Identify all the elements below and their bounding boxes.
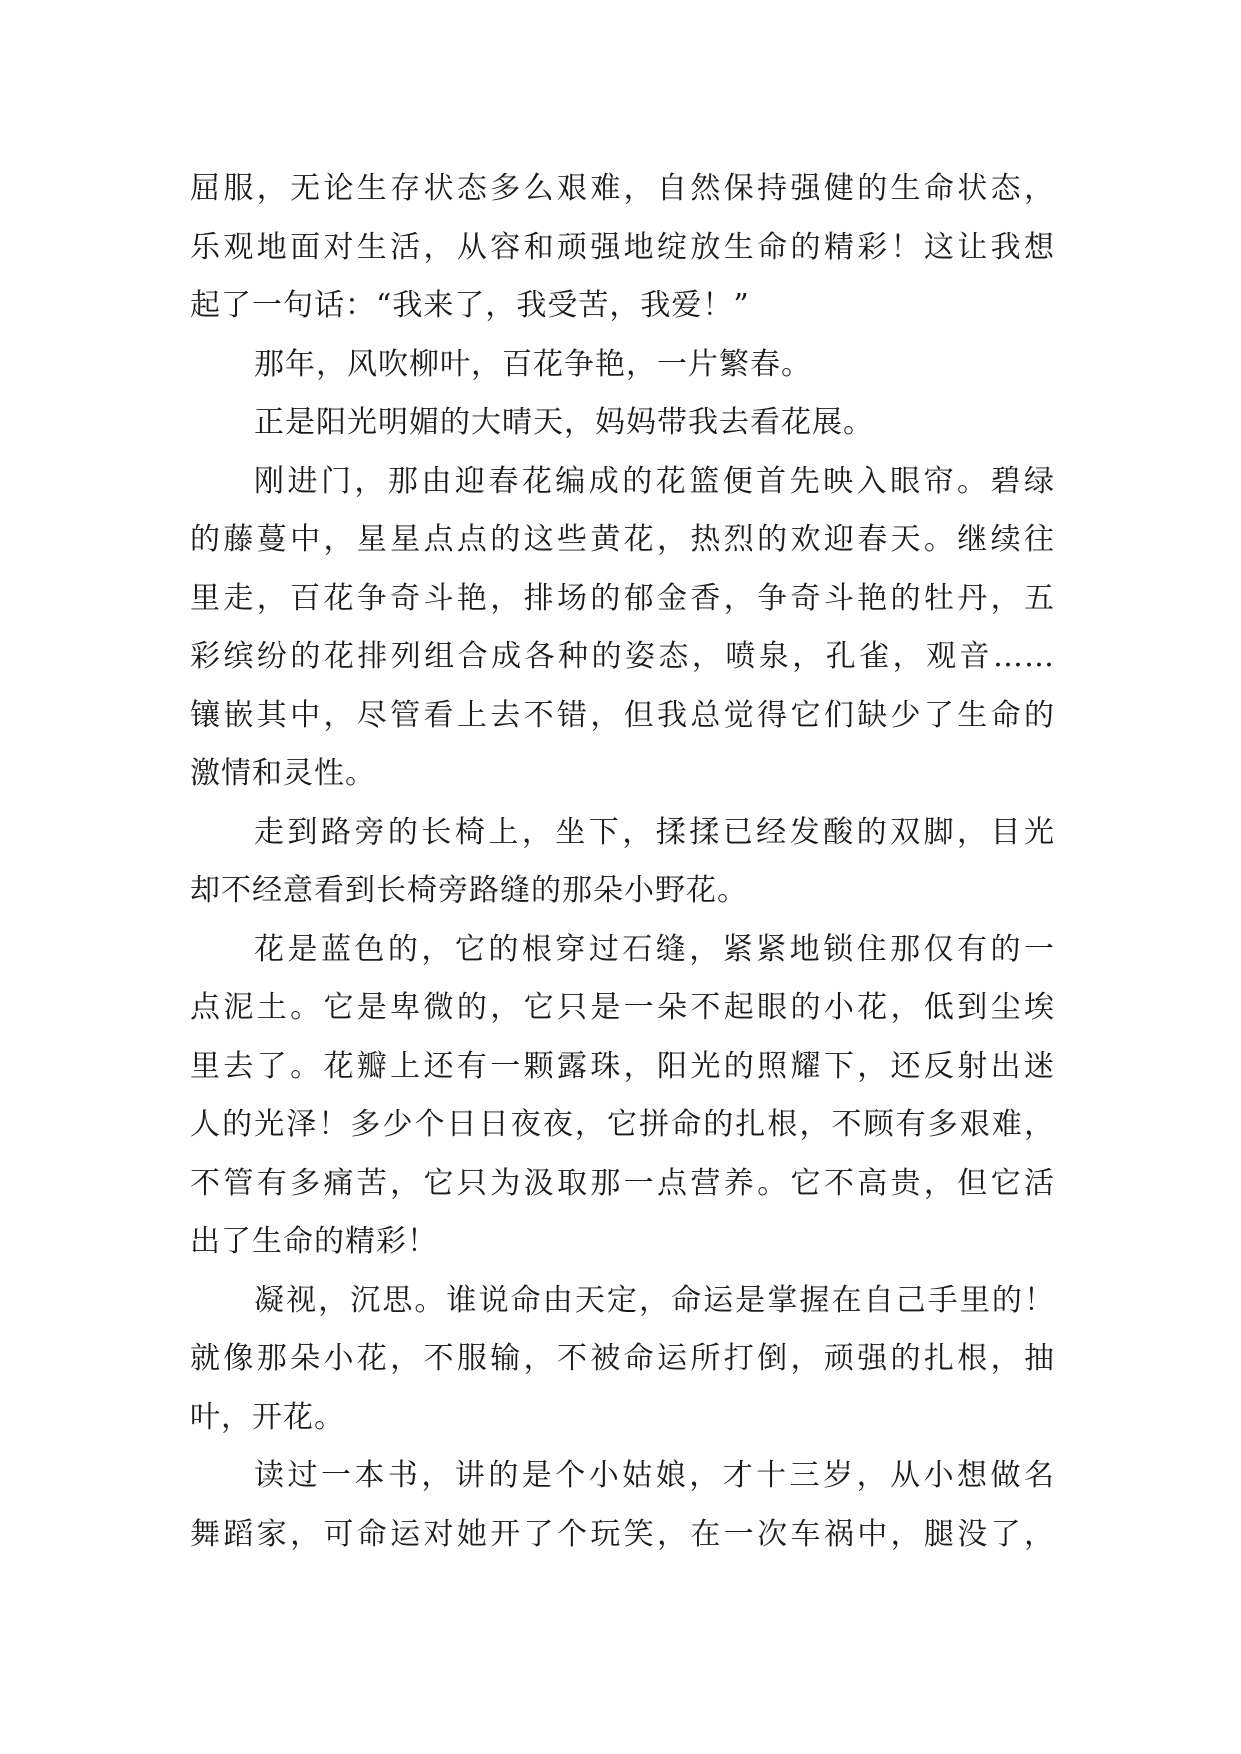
text-line: 里走，百花争奇斗艳，排场的郁金香，争奇斗艳的牡丹，五 — [190, 580, 1055, 616]
text-line: 就像那朵小花，不服输，不被命运所打倒，顽强的扎根，抽 — [190, 1341, 1055, 1376]
text-line: 那年，风吹柳叶，百花争艳，一片繁春。 — [254, 346, 812, 382]
text-line: 花是蓝色的，它的根穿过石缝，紧紧地锁住那仅有的一 — [254, 931, 1055, 967]
text-line: 点泥土。它是卑微的，它只是一朵不起眼的小花，低到尘埃 — [190, 990, 1055, 1025]
text-line: 不管有多痛苦，它只为汲取那一点营养。它不高贵，但它活 — [190, 1165, 1055, 1201]
text-line: 舞蹈家，可命运对她开了个玩笑，在一次车祸中，腿没了， — [190, 1516, 1055, 1552]
text-line: 出了生命的精彩！ — [190, 1224, 438, 1259]
text-line: 凝视，沉思。谁说命由天定，命运是掌握在自己手里的！ — [254, 1282, 1055, 1318]
text-line: 叶，开花。 — [190, 1399, 345, 1435]
text-line: 读过一本书，讲的是个小姑娘，才十三岁，从小想做名 — [254, 1458, 1055, 1493]
text-line: 的藤蔓中，星星点点的这些黄花，热烈的欢迎春天。继续往 — [190, 522, 1055, 557]
text-line: 起了一句话：“我来了，我受苦，我爱！” — [190, 288, 750, 323]
body-text — [190, 160, 1055, 1564]
text-line: 走到路旁的长椅上，坐下，揉揉已经发酸的双脚，目光 — [254, 814, 1055, 850]
text-line: 人的光泽！多少个日日夜夜，它拼命的扎根，不顾有多艰难， — [190, 1107, 1055, 1142]
text-line: 里去了。花瓣上还有一颗露珠，阳光的照耀下，还反射出迷 — [190, 1048, 1055, 1084]
text-line: 却不经意看到长椅旁路缝的那朵小野花。 — [190, 873, 748, 908]
text-line: 正是阳光明媚的大晴天，妈妈带我去看花展。 — [254, 405, 874, 440]
text-line: 激情和灵性。 — [190, 756, 376, 791]
text-line: 屈服，无论生存状态多么艰难，自然保持强健的生命状态， — [190, 171, 1055, 206]
text-line: 镶嵌其中，尽管看上去不错，但我总觉得它们缺少了生命的 — [190, 697, 1055, 733]
text-line: 乐观地面对生活，从容和顽强地绽放生命的精彩！这让我想 — [190, 229, 1055, 265]
text-line: 刚进门，那由迎春花编成的花篮便首先映入眼帘。碧绿 — [254, 463, 1055, 499]
text-line: 彩缤纷的花排列组合成各种的姿态，喷泉，孔雀，观音…… — [190, 639, 1055, 674]
